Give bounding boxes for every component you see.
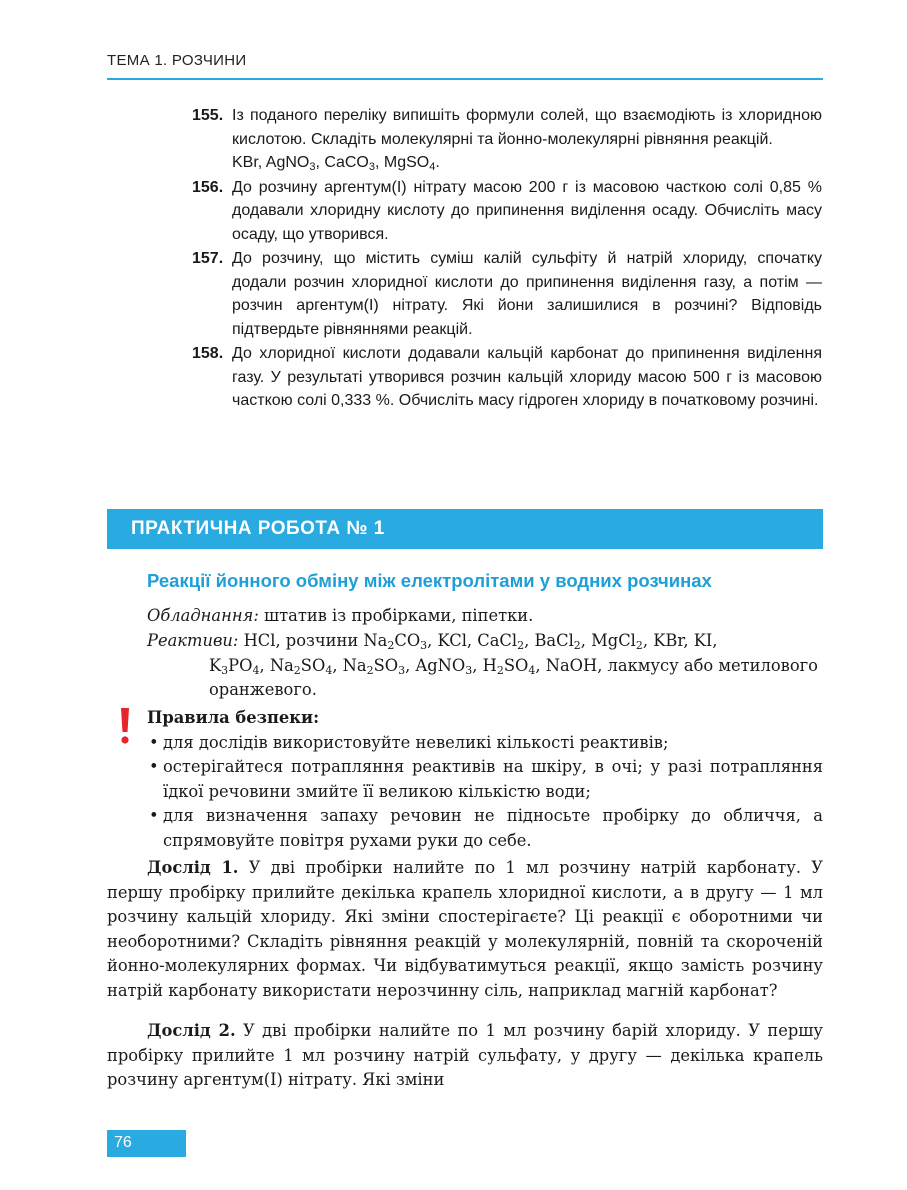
practical-work-subtitle: Реакції йонного обміну між електролітами у водних розчинах (147, 570, 712, 591)
header-rule (107, 78, 823, 80)
exercise-number: 158. (192, 345, 224, 362)
page-number: 76 (114, 1134, 132, 1151)
experiment-text: У дві пробірки налийте по 1 мл розчину натрій карбонату. У першу пробірку прилийте декілька крапель хлоридної кислоти, а в другу — 1 мл розчину кальцій хлориду. Які зміни спостерігаєте? Ці реакції є оборотними чи необоротними? Складіть рівняння реакцій у молекулярній, повній та скороченій йонно-молекулярних формах. Чи відбуватимуться реакції, якщо замість розчину натрій карбонату використати нерозчинну сіль, наприклад магній карбонат? (107, 858, 823, 1000)
experiment-label: Дослід 1. (147, 858, 239, 877)
reagents-label: Реактиви: (147, 631, 239, 650)
experiments (107, 856, 823, 1098)
experiment-label: Дослід 2. (147, 1021, 236, 1041)
practical-work-title: ПРАКТИЧНА РОБОТА № 1 (131, 518, 385, 539)
exercise-text: До розчину аргентум(І) нітрату масою 200 г із масовою часткою солі 0,85 % додавали хлоридну кислоту до припинення виділення осаду. Обчисліть масу осаду, що утворився. (232, 178, 822, 243)
exercise-number: 156. (192, 178, 224, 196)
running-header: ТЕМА 1. РОЗЧИНИ (107, 52, 247, 69)
exercise-formula: KBr, AgNO$_3$, CaCO$_3$, MgSO$_4$. (232, 154, 440, 173)
safety-item-text: для визначення запаху речовин не підносьте пробірку до обличчя, а спрямовуйте повітря рухами руки до себе. (163, 806, 823, 850)
exercise-157 (190, 247, 822, 341)
exercise-155 (190, 104, 822, 175)
equipment-label: Обладнання: (147, 606, 259, 625)
experiment-text: У дві пробірки налийте по 1 мл розчину барій хлориду. У першу пробірку прилийте 1 мл розчину натрій сульфату, у другу — декілька крапель розчину аргентум(І) нітрату. Які зміни (107, 1021, 824, 1090)
safety-title: Правила безпеки: (147, 708, 320, 727)
exclamation-icon (118, 706, 132, 746)
bullet-icon: • (149, 806, 159, 825)
experiment-1 (107, 856, 823, 1003)
safety-item-text: для дослідів використовуйте невеликі кількості реактивів; (163, 732, 669, 752)
safety-item (147, 731, 823, 756)
reagents-continuation: $K_3PO_4$, $Na_2SO_4$, $Na_2SO_3$, AgNO$_3$, $H_2SO_4$, NaOH, лакмусу або метилового оранжевого. (209, 655, 818, 699)
reagents-line: Реактиви: HCl, розчини $Na_2CO_3$, KCl, CaCl$_2$, BaCl$_2$, MgCl$_2$, KBr, KI, (147, 631, 718, 652)
reagents-block (147, 629, 823, 703)
exercise-158 (190, 342, 822, 413)
exercise-156 (190, 176, 822, 247)
exercise-text: До розчину, що містить суміш калій сульфіту й натрій хлориду, спочатку додали розчин хлоридної кислоти до припинення виділення газу, а потім — розчин аргентум(І) нітрату. Які йони залишилися в розчині? Відповідь підтвердьте рівняннями реакцій. (232, 250, 822, 338)
exercise-text: Із поданого переліку випишіть формули солей, що взаємодіють із хлоридною кислотою. Складіть молекулярні та йонно-молекулярні рівняння реакцій. (232, 107, 822, 148)
exercise-number: 155. (192, 107, 224, 124)
exercise-number: 157. (192, 250, 224, 267)
bullet-icon: • (149, 757, 159, 776)
equipment-line (147, 604, 823, 629)
safety-item (147, 804, 823, 853)
practical-work-banner (107, 509, 823, 549)
exercise-list (190, 104, 822, 414)
page-number-box (107, 1130, 186, 1157)
experiment-2 (107, 1019, 823, 1093)
safety-item-text: остерігайтеся потрапляння реактивів на шкіру, в очі; у разі потрапляння їдкої речовини змийте її великою кількістю води; (163, 757, 823, 801)
safety-item (147, 755, 823, 804)
bullet-icon: • (149, 732, 159, 752)
equipment-text: штатив із пробірками, піпетки. (258, 606, 534, 625)
safety-rules (147, 706, 823, 853)
exercise-text: До хлоридної кислоти додавали кальцій карбонат до припинення виділення газу. У результаті утворився розчин кальцій хлориду масою 500 г із масовою часткою солі 0,333 %. Обчисліть масу гідроген хлориду в початковому розчині. (232, 345, 822, 409)
